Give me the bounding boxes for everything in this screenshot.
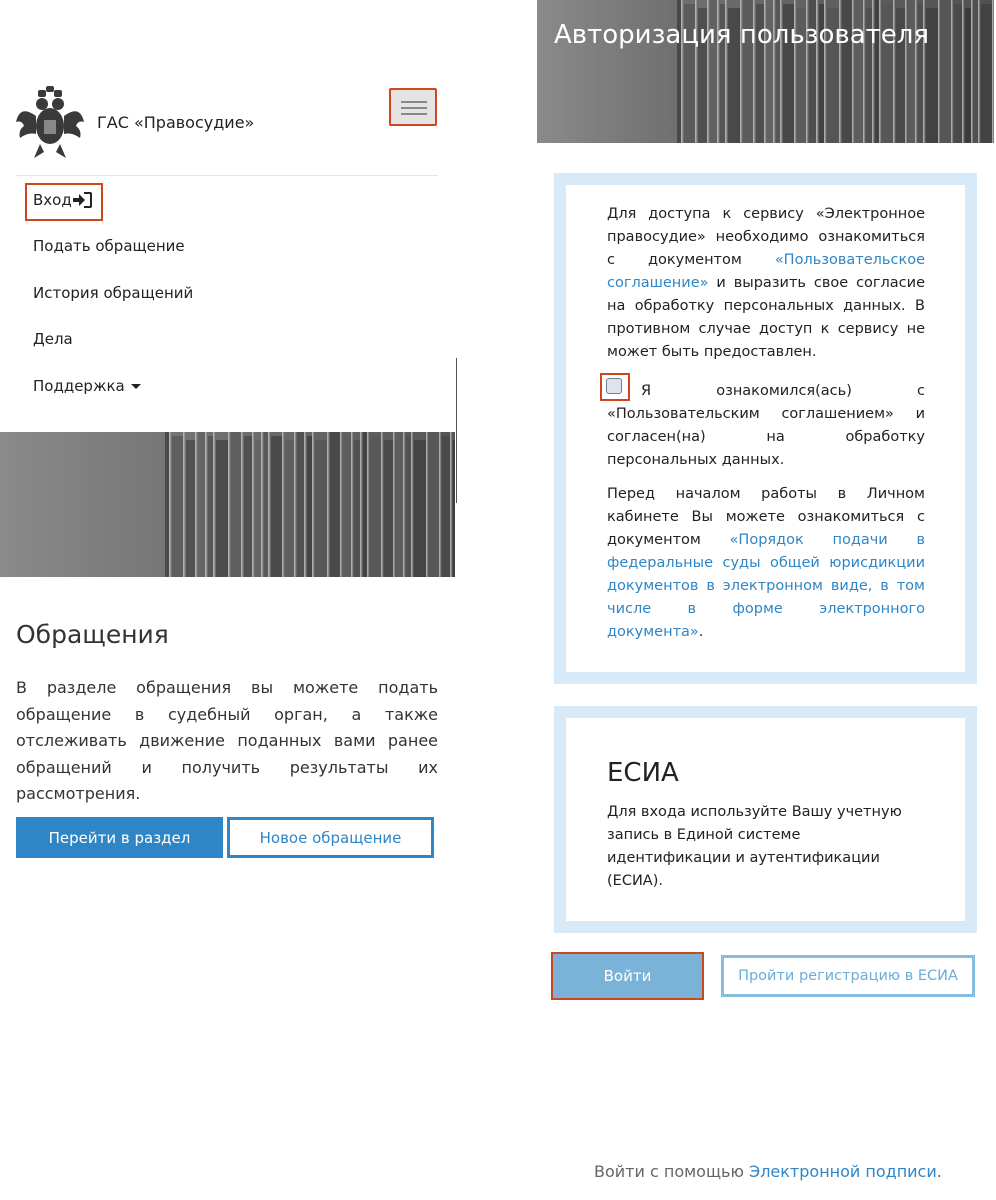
esia-description: Для входа используйте Вашу учетную запись в Единой системе идентификации и аутентификации (ЕСИА). [607, 804, 902, 889]
nav-item-support-label: Поддержка [33, 377, 125, 395]
coat-of-arms-emblem-icon [14, 86, 86, 162]
esia-title: ЕСИА [607, 758, 679, 788]
books-banner-image [0, 432, 455, 577]
new-appeal-button[interactable]: Новое обращение [227, 817, 434, 858]
login-label[interactable]: Вход [33, 191, 72, 209]
nav-divider [16, 175, 438, 176]
procedure-notice-text-1: Перед началом работы в Личном кабинете Вы можете ознакомиться с документом [607, 486, 925, 548]
sign-in-icon[interactable] [73, 191, 93, 209]
esign-suffix: . [936, 1162, 942, 1181]
hamburger-menu-icon [401, 101, 427, 103]
access-notice-text-1: Для доступа к сервису «Электронное правосудие» необходимо ознакомиться с документом [607, 206, 925, 268]
hamburger-menu-button[interactable] [389, 88, 437, 126]
login-button[interactable]: Войти [553, 954, 702, 998]
access-notice-text-2: и выразить свое согласие на обработку персональных данных. В противном случае доступ к сервису не может быть предоставлен. [607, 275, 925, 360]
scrollbar[interactable] [456, 358, 457, 503]
appeals-title: Обращения [16, 620, 169, 649]
nav-item-support[interactable] [33, 377, 141, 395]
nav-item-submit-appeal[interactable]: Подать обращение [33, 237, 185, 255]
esia-register-button[interactable]: Пройти регистрацию в ЕСИА [721, 955, 975, 997]
caret-down-icon [131, 384, 141, 389]
go-to-section-button[interactable]: Перейти в раздел [16, 817, 223, 858]
esign-link[interactable]: Электронной подписи [749, 1162, 937, 1181]
esign-login [594, 1162, 942, 1181]
auth-title: Авторизация пользователя [554, 20, 930, 50]
nav-item-cases[interactable]: Дела [33, 330, 73, 348]
consent-label[interactable]: Я ознакомился(ась) с «Пользовательским соглашением» и согласен(на) на обработку персональных данных. [607, 383, 925, 468]
procedure-notice [607, 483, 925, 644]
procedure-notice-text-2: . [698, 624, 704, 640]
user-agreement-link[interactable]: «Пользовательское соглашение» [607, 252, 925, 291]
appeals-description: В разделе обращения вы можете подать обращение в судебный орган, а также отслеживать движение поданных вами ранее обращений и получить результаты их рассмотрения. [16, 678, 438, 803]
site-name[interactable]: ГАС «Правосудие» [97, 113, 255, 132]
procedure-document-link[interactable]: «Порядок подачи в федеральные суды общей юрисдикции документов в электронном виде, в том числе в форме электронного документа» [607, 532, 925, 640]
nav-item-appeal-history[interactable]: История обращений [33, 284, 194, 302]
esign-prefix: Войти с помощью [594, 1162, 750, 1181]
access-notice [607, 203, 925, 364]
